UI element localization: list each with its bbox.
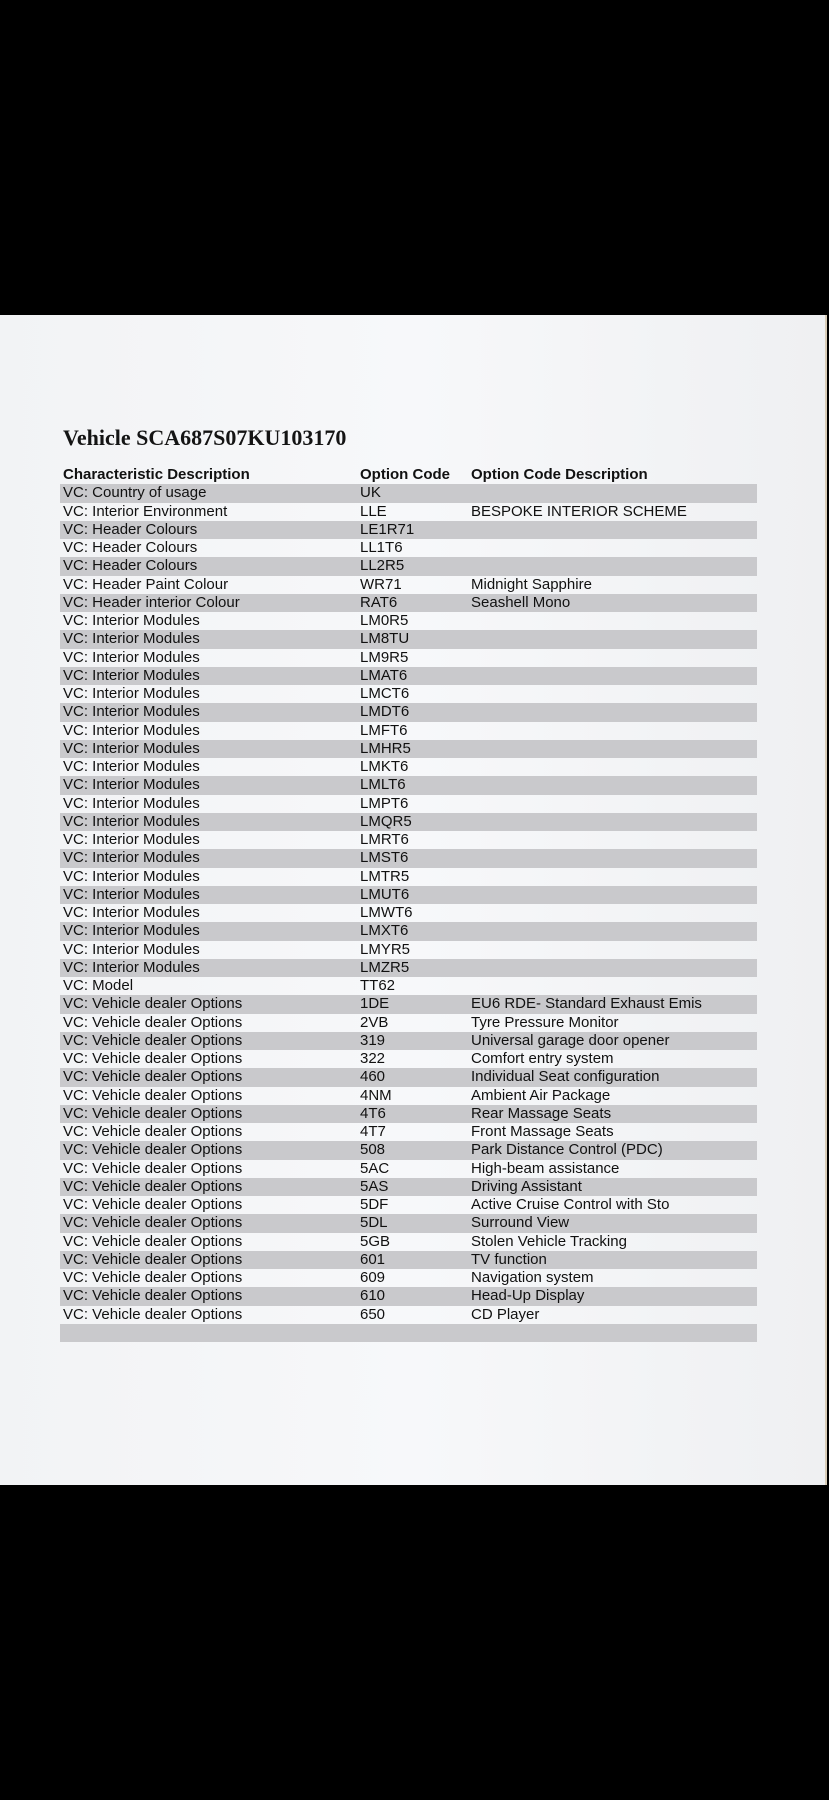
option-description-cell: Surround View — [471, 1214, 570, 1232]
characteristic-cell: VC: Interior Modules — [63, 867, 200, 885]
option-code-cell: LMDT6 — [360, 703, 410, 721]
header-option-code-description: Option Code Description — [471, 466, 648, 483]
table-row — [60, 1050, 757, 1068]
characteristic-cell: VC: Vehicle dealer Options — [63, 1214, 243, 1232]
table-row — [60, 831, 757, 849]
characteristic-cell: VC: Vehicle dealer Options — [63, 1031, 243, 1049]
option-description-cell: Universal garage door opener — [471, 1031, 670, 1049]
option-code-cell: LMQR5 — [360, 812, 412, 830]
option-code-cell: LMHR5 — [360, 739, 411, 757]
option-code-cell: 5AS — [360, 1177, 389, 1195]
option-description-cell: Park Distance Control (PDC) — [471, 1141, 663, 1159]
option-code-cell: 650 — [360, 1305, 386, 1323]
characteristic-cell: VC: Header Paint Colour — [63, 575, 229, 593]
characteristic-cell: VC: Interior Modules — [63, 666, 200, 684]
characteristic-cell: VC: Interior Modules — [63, 758, 200, 775]
option-code-cell: LMKT6 — [360, 758, 409, 775]
table-row — [60, 1287, 757, 1305]
characteristic-cell: VC: Country of usage — [63, 484, 207, 502]
characteristic-cell: VC: Interior Modules — [63, 630, 200, 648]
header-characteristic-description: Characteristic Description — [63, 466, 250, 483]
characteristic-cell: VC: Vehicle dealer Options — [63, 1250, 243, 1268]
characteristic-cell: VC: Vehicle dealer Options — [63, 1068, 243, 1086]
option-code-cell: LMPT6 — [360, 794, 409, 812]
characteristic-cell: VC: Interior Modules — [63, 812, 200, 830]
table-row — [60, 813, 757, 831]
table-row — [60, 758, 757, 776]
table-row — [60, 776, 757, 794]
table-row — [60, 685, 757, 703]
characteristic-cell: VC: Interior Modules — [63, 721, 200, 739]
characteristic-cell: VC: Interior Modules — [63, 776, 200, 794]
option-code-cell: TT62 — [360, 977, 396, 994]
option-code-cell: LMCT6 — [360, 685, 410, 702]
table-row — [60, 557, 757, 575]
option-code-cell: LMZR5 — [360, 958, 410, 976]
option-code-cell: 5DL — [360, 1214, 388, 1232]
option-code-cell: LM8TU — [360, 630, 410, 648]
characteristic-cell: VC: Interior Modules — [63, 885, 200, 903]
option-description-cell: Driving Assistant — [471, 1177, 582, 1195]
option-code-cell: 2VB — [360, 1013, 389, 1031]
table-row — [60, 995, 757, 1013]
table-row — [60, 1087, 757, 1105]
option-description-cell: Ambient Air Package — [471, 1086, 611, 1104]
characteristic-cell: VC: Vehicle dealer Options — [63, 1086, 243, 1104]
table-row — [60, 868, 757, 886]
option-description-cell: Midnight Sapphire — [471, 575, 592, 593]
table-row — [60, 740, 757, 758]
option-code-cell: RAT6 — [360, 593, 398, 611]
table-row — [60, 1196, 757, 1214]
option-description-cell: Seashell Mono — [471, 593, 571, 611]
option-description-cell: Stolen Vehicle Tracking — [471, 1232, 627, 1250]
table-row — [60, 959, 757, 977]
characteristic-cell: VC: Interior Modules — [63, 739, 200, 757]
option-code-cell: LMFT6 — [360, 721, 408, 739]
characteristic-cell: VC: Interior Modules — [63, 612, 200, 629]
document-page — [0, 315, 827, 1485]
table-row — [60, 849, 757, 867]
vehicle-title: Vehicle SCA687S07KU103170 — [63, 425, 347, 450]
option-code-cell: LLE — [360, 502, 387, 520]
characteristic-cell: VC: Interior Modules — [63, 831, 200, 848]
option-description-cell: Tyre Pressure Monitor — [471, 1013, 619, 1031]
option-code-cell: 508 — [360, 1141, 386, 1159]
characteristic-cell: VC: Vehicle dealer Options — [63, 1104, 243, 1122]
table-row — [60, 1123, 757, 1141]
option-description-cell: Comfort entry system — [471, 1050, 614, 1067]
characteristic-cell: VC: Vehicle dealer Options — [63, 1050, 243, 1067]
table-row — [60, 795, 757, 813]
characteristic-cell: VC: Vehicle dealer Options — [63, 1123, 243, 1140]
option-code-cell: 5GB — [360, 1232, 391, 1250]
table-row — [60, 649, 757, 667]
table-row — [60, 1160, 757, 1178]
characteristic-cell: VC: Interior Modules — [63, 922, 200, 940]
characteristic-cell: VC: Header interior Colour — [63, 593, 240, 611]
characteristic-cell: VC: Vehicle dealer Options — [63, 1013, 243, 1031]
option-code-cell: 319 — [360, 1031, 386, 1049]
table-row — [60, 1105, 757, 1123]
characteristic-cell: VC: Header Colours — [63, 539, 198, 556]
table-row — [60, 1214, 757, 1232]
characteristic-cell: VC: Vehicle dealer Options — [63, 1287, 243, 1305]
characteristic-cell: VC: Header Colours — [63, 557, 198, 575]
characteristic-cell: VC: Vehicle dealer Options — [63, 1177, 243, 1195]
option-description-cell: CD Player — [471, 1305, 540, 1323]
option-code-cell: UK — [360, 484, 381, 502]
option-description-cell: EU6 RDE- Standard Exhaust Emis — [471, 995, 702, 1013]
characteristic-cell: VC: Vehicle dealer Options — [63, 1305, 243, 1323]
characteristic-cell: VC: Interior Modules — [63, 958, 200, 976]
table-row — [60, 1032, 757, 1050]
option-code-cell: LL1T6 — [360, 539, 403, 556]
option-description-cell: BESPOKE INTERIOR SCHEME — [471, 502, 687, 520]
option-code-cell: 610 — [360, 1287, 386, 1305]
characteristic-cell: VC: Model — [63, 977, 134, 994]
table-row — [60, 1324, 757, 1342]
option-code-cell: LMWT6 — [360, 904, 413, 921]
table-row — [60, 977, 757, 995]
table-row — [60, 484, 757, 502]
header-option-code: Option Code — [360, 466, 450, 483]
table-row — [60, 703, 757, 721]
table-row — [60, 904, 757, 922]
characteristic-cell: VC: Interior Modules — [63, 794, 200, 812]
option-description-cell: Active Cruise Control with Sto — [471, 1196, 670, 1213]
table-row — [60, 594, 757, 612]
table-row — [60, 1068, 757, 1086]
characteristic-cell: VC: Vehicle dealer Options — [63, 1141, 243, 1159]
table-row — [60, 667, 757, 685]
option-description-cell: TV function — [471, 1250, 547, 1268]
option-code-cell: 5AC — [360, 1159, 390, 1177]
characteristic-cell: VC: Header Colours — [63, 520, 198, 538]
table-row — [60, 1251, 757, 1269]
table-row — [60, 539, 757, 557]
option-code-cell: LMRT6 — [360, 831, 409, 848]
table-row — [60, 1014, 757, 1032]
characteristic-cell: VC: Interior Modules — [63, 685, 200, 702]
characteristic-cell: VC: Interior Modules — [63, 703, 200, 721]
table-row — [60, 886, 757, 904]
option-code-cell: WR71 — [360, 575, 402, 593]
table-row — [60, 1233, 757, 1251]
table-row — [60, 612, 757, 630]
table-row — [60, 941, 757, 959]
option-code-cell: 5DF — [360, 1196, 389, 1213]
table-header-row — [60, 466, 757, 484]
option-code-cell: LMTR5 — [360, 867, 410, 885]
option-code-cell: LMLT6 — [360, 776, 406, 794]
table-row — [60, 576, 757, 594]
table-row — [60, 521, 757, 539]
option-code-cell: 460 — [360, 1068, 386, 1086]
table-row — [60, 1269, 757, 1287]
option-description-cell: High-beam assistance — [471, 1159, 620, 1177]
option-code-cell: LMYR5 — [360, 940, 411, 958]
option-code-cell: LL2R5 — [360, 557, 405, 575]
characteristic-cell: VC: Vehicle dealer Options — [63, 995, 243, 1013]
table-row — [60, 1141, 757, 1159]
characteristic-cell: VC: Interior Modules — [63, 940, 200, 958]
option-code-cell: 1DE — [360, 995, 390, 1013]
characteristic-cell: VC: Interior Environment — [63, 502, 228, 520]
option-code-cell: 322 — [360, 1050, 386, 1067]
option-code-cell: LE1R71 — [360, 520, 415, 538]
characteristic-cell: VC: Vehicle dealer Options — [63, 1232, 243, 1250]
characteristic-cell: VC: Interior Modules — [63, 849, 200, 867]
table-row — [60, 1178, 757, 1196]
option-code-cell: 601 — [360, 1250, 386, 1268]
option-description-cell: Individual Seat configuration — [471, 1068, 660, 1086]
table-row — [60, 503, 757, 521]
option-code-cell: LMAT6 — [360, 666, 408, 684]
option-description-cell: Front Massage Seats — [471, 1123, 614, 1140]
table-row — [60, 722, 757, 740]
option-description-cell: Rear Massage Seats — [471, 1104, 612, 1122]
option-code-cell: 4T7 — [360, 1123, 386, 1140]
characteristic-cell: VC: Vehicle dealer Options — [63, 1159, 243, 1177]
characteristic-cell: VC: Interior Modules — [63, 904, 200, 921]
table-row — [60, 630, 757, 648]
option-description-cell: Navigation system — [471, 1269, 594, 1286]
option-code-cell: LM0R5 — [360, 612, 409, 629]
option-code-cell: 4NM — [360, 1086, 392, 1104]
option-code-cell: LMXT6 — [360, 922, 409, 940]
option-code-cell: 609 — [360, 1269, 386, 1286]
option-code-cell: LM9R5 — [360, 648, 409, 666]
option-code-cell: LMUT6 — [360, 885, 410, 903]
characteristic-cell: VC: Vehicle dealer Options — [63, 1269, 243, 1286]
table-row — [60, 1306, 757, 1324]
characteristic-cell: VC: Interior Modules — [63, 648, 200, 666]
option-code-cell: 4T6 — [360, 1104, 386, 1122]
characteristic-cell: VC: Vehicle dealer Options — [63, 1196, 243, 1213]
table-row — [60, 922, 757, 940]
option-description-cell: Head-Up Display — [471, 1287, 585, 1305]
vehicle-options-table — [60, 466, 757, 1342]
option-code-cell: LMST6 — [360, 849, 409, 867]
